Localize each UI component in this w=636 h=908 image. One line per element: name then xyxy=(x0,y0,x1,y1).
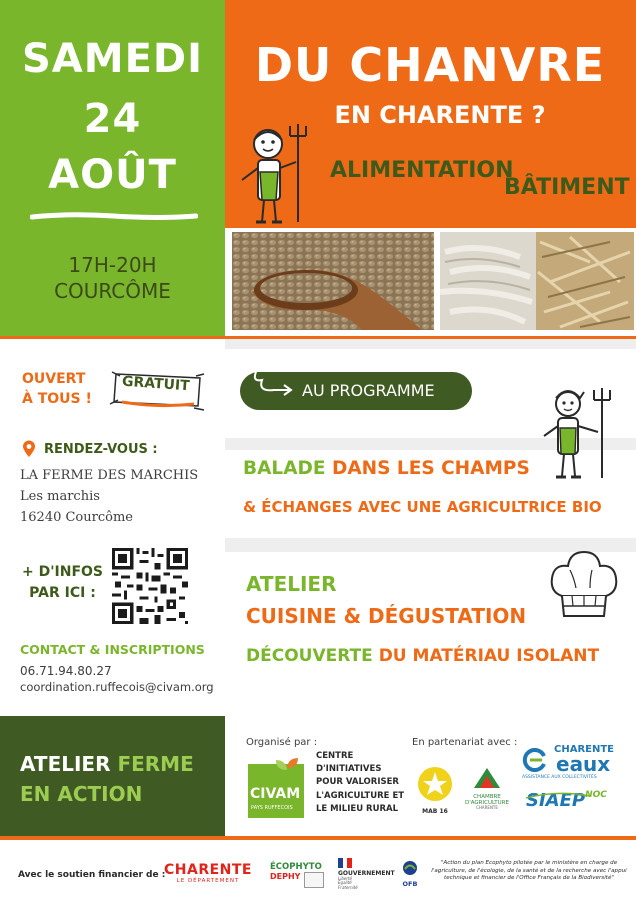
address-line1: LA FERME DES MARCHIS xyxy=(20,468,199,483)
address-line3: 16240 Courcôme xyxy=(20,509,133,525)
mab16-label: MAB 16 xyxy=(422,808,448,815)
chambre-agriculture-logo: CHAMBRE D'AGRICULTURE CHARENTE xyxy=(462,766,512,818)
brush-underline xyxy=(30,212,198,221)
qr-code[interactable] xyxy=(112,548,188,624)
charente-eaux-icon xyxy=(522,748,546,772)
divider xyxy=(0,836,636,840)
ferme-en-action-panel xyxy=(0,716,225,836)
funding-label: Avec le soutien financier de : xyxy=(18,870,166,880)
funding-note: "Action du plan Ecophyto pilotée par le ministère en charge de l'agriculture, de l'écologie, de la santé et de la recherche avec l'appui technique et financier de l'Office Français de la Biodiversité" xyxy=(431,860,627,882)
contact-phone[interactable]: 06.71.94.80.27 xyxy=(20,664,112,678)
partners-label: En partenariat avec : xyxy=(412,737,518,748)
address-block xyxy=(20,466,198,528)
flag-icon xyxy=(338,858,352,868)
tag-batiment: BÂTIMENT xyxy=(504,175,630,200)
farmer-illustration xyxy=(236,122,326,226)
address-line2: Les marchis xyxy=(20,488,100,504)
farmer-woman-illustration xyxy=(540,386,626,482)
date-day-name: SAMEDI xyxy=(22,36,203,82)
location-pin-icon xyxy=(22,440,36,458)
ferme-en-action-line2: EN ACTION xyxy=(20,782,143,806)
gouvernement-logo: GOUVERNEMENT Liberté Égalité Fraternité xyxy=(338,858,395,890)
programme-item-4: CUISINE & DÉGUSTATION xyxy=(246,604,527,628)
programme-item-3: ATELIER xyxy=(246,572,337,596)
siaep-logo: $SIAEP^{NOC}$ xyxy=(526,790,607,811)
open-to-all: OUVERT À TOUS ! xyxy=(22,371,92,408)
civam-logo xyxy=(248,764,304,818)
ferme-en-action-line1: ATELIER FERME xyxy=(20,752,194,776)
hemp-seeds-photo xyxy=(232,232,434,330)
date-day-number: 24 xyxy=(83,96,142,142)
arrow-icon xyxy=(252,368,296,398)
civam-logo-sub: PAYS RUFFECOIS xyxy=(251,805,293,811)
band xyxy=(225,339,636,349)
event-hours: 17H-20H xyxy=(68,253,157,277)
programme-item-2: & ÉCHANGES AVEC UNE AGRICULTRICE BIO xyxy=(243,498,602,516)
title-main: DU CHANVRE xyxy=(254,38,606,92)
hemp-fiber-photo xyxy=(440,232,634,330)
siaep-swoosh xyxy=(526,792,590,800)
programme-label: AU PROGRAMME xyxy=(302,381,435,400)
contact-label: CONTACT & INSCRIPTIONS xyxy=(20,642,205,657)
rendezvous-label: RENDEZ-VOUS : xyxy=(44,442,158,457)
contact-email[interactable]: coordination.ruffecois@civam.org xyxy=(20,680,214,694)
ecophyto-badge xyxy=(304,872,324,888)
charente-eaux-logo: CHARENTE eaux ASSISTANCE AUX COLLECTIVITÉS xyxy=(522,744,614,780)
mab16-logo xyxy=(412,764,458,816)
programme-item-1: BALADE DANS LES CHAMPS xyxy=(243,458,530,479)
chambre-agriculture-icon xyxy=(472,766,502,790)
charente-departement-logo: CHARENTE LE DÉPARTEMENT xyxy=(164,862,252,884)
title-sub: EN CHARENTE ? xyxy=(334,101,546,129)
organiser-label: Organisé par : xyxy=(246,737,318,748)
tag-alimentation: ALIMENTATION xyxy=(330,158,514,183)
chef-hat-icon xyxy=(548,548,620,622)
ofb-logo: OFB xyxy=(398,860,422,888)
date-month: AOÛT xyxy=(48,152,177,198)
event-place: COURCÔME xyxy=(54,279,171,303)
ecophyto-logo: ÉCOPHYTO DEPHY xyxy=(270,862,328,894)
civam-logo-text: CIVAM xyxy=(250,786,301,802)
flower-icon xyxy=(412,764,458,804)
event-time-place xyxy=(0,252,225,304)
ofb-icon xyxy=(401,860,419,876)
sprout-icon xyxy=(274,756,300,780)
programme-item-5: DÉCOUVERTE DU MATÉRIAU ISOLANT xyxy=(246,646,600,666)
more-info-label: + D'INFOS PAR ICI : xyxy=(22,564,103,601)
civam-description: CENTRE D'INITIATIVES POUR VALORISER L'AGRICULTURE ET LE MILIEU RURAL xyxy=(316,751,405,814)
gratuit-label: GRATUIT xyxy=(121,373,191,395)
